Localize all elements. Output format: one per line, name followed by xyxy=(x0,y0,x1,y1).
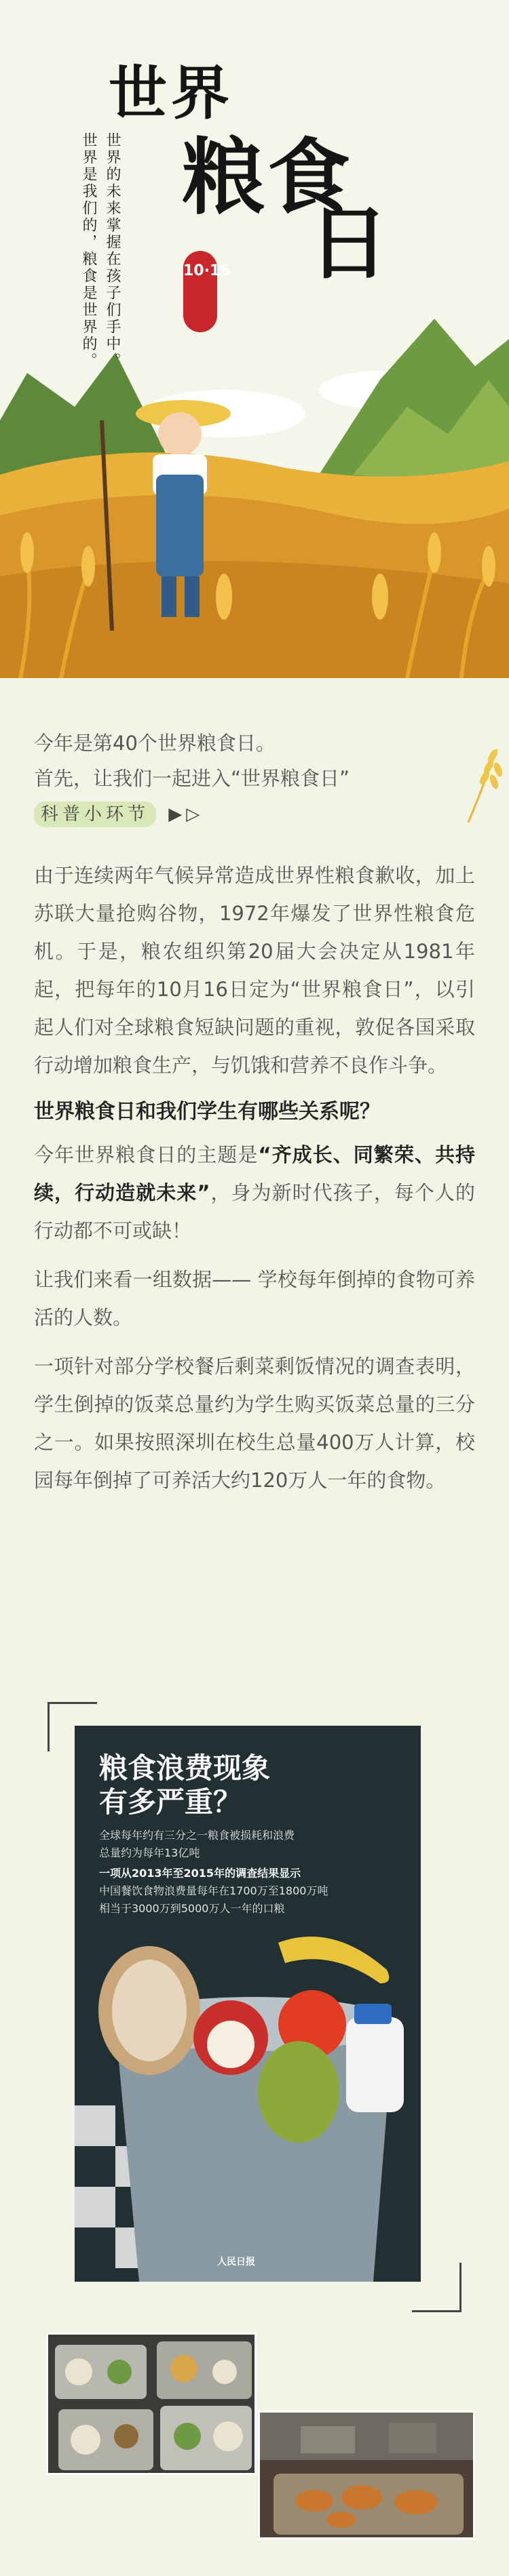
poster-title-line1: 粮食浪费现象 xyxy=(99,1751,271,1785)
paragraph-history: 由于连续两年气候异常造成世界性粮食歉收，加上苏联大量抢购谷物，1972年爆发了世界性粮食危机。于是，粮农组织第20届大会决定从1981年起，把每年的10月16日定为“世界粮食日”，以引起人们对全球粮食短缺问题的重视，敦促各国采取行动增加粮食生产，与饥饿和营养不良作斗争。 xyxy=(34,864,475,1077)
paragraph-survey: 一项针对部分学校餐后剩菜剩饭情况的调查表明，学生倒掉的饭菜总量约为学生购买饭菜总量的三分之一。如果按照深圳在校生总量400万人计算，校园每年倒掉了可养活大约120万人一年的食物。 xyxy=(34,1355,475,1492)
food-waste-poster xyxy=(75,1726,421,2282)
hero-title-line3: 日 xyxy=(309,196,390,290)
vertical-slogan-2: 世界是我们的，粮食是世界的。 xyxy=(80,132,97,370)
cafeteria-trays-photo xyxy=(46,2333,257,2475)
theme-slogan: “齐成长、同繁荣、共持续，行动造就未来” xyxy=(34,1143,475,1204)
paragraph-theme xyxy=(34,1136,475,1250)
article-body xyxy=(34,726,475,1510)
date-seal: 10·16 xyxy=(183,251,217,332)
hero-banner xyxy=(0,0,509,678)
landscape-illustration xyxy=(0,0,509,678)
poster-frame xyxy=(48,1702,461,2312)
people-daily-logo: 人民日报 xyxy=(217,2257,255,2267)
science-tag xyxy=(34,800,204,825)
paragraph-data-intro: 让我们来看一组数据—— 学校每年倒掉的食物可养活的人数。 xyxy=(34,1268,475,1329)
theme-outro-text: ，身为新时代孩子，每个人的行动都不可或缺！ xyxy=(34,1181,475,1242)
hero-title-line1: 世界 xyxy=(109,59,233,127)
section-heading: 世界粮食日和我们学生有哪些关系呢？ xyxy=(34,1100,380,1124)
food-trays-image xyxy=(48,2335,257,2475)
science-tag-label: 科普小环节 xyxy=(34,801,156,827)
intro-line-2: 首先，让我们一起进入“世界粮食日” xyxy=(34,767,350,790)
intro-line-1: 今年是第40个世界粮食日。 xyxy=(34,732,276,755)
poster-title-line2: 有多严重？ xyxy=(99,1785,242,1819)
hero-title-line2: 粮食 xyxy=(182,128,353,226)
theme-intro-text: 今年世界粮食日的主题是 xyxy=(34,1143,259,1166)
poster-fact-5: 相当于3000万到5000万人一年的口粮 xyxy=(99,1902,285,1915)
poster-fact-4: 中国餐饮食物浪费量每年在1700万至1800万吨 xyxy=(99,1884,328,1897)
poster-fact-3: 一项从2013年至2015年的调查结果显示 xyxy=(99,1867,301,1880)
leftover-food-photo xyxy=(258,2411,475,2539)
leftovers-image xyxy=(260,2413,475,2539)
vertical-slogan-1: 世界的未来掌握在孩子们手中。 xyxy=(104,132,121,370)
poster-fact-1: 全球每年约有三分之一粮食被损耗和浪费 xyxy=(99,1829,295,1842)
play-arrows-icon: ▶▷ xyxy=(168,804,204,825)
poster-fact-2: 总量约为每年13亿吨 xyxy=(99,1846,200,1859)
